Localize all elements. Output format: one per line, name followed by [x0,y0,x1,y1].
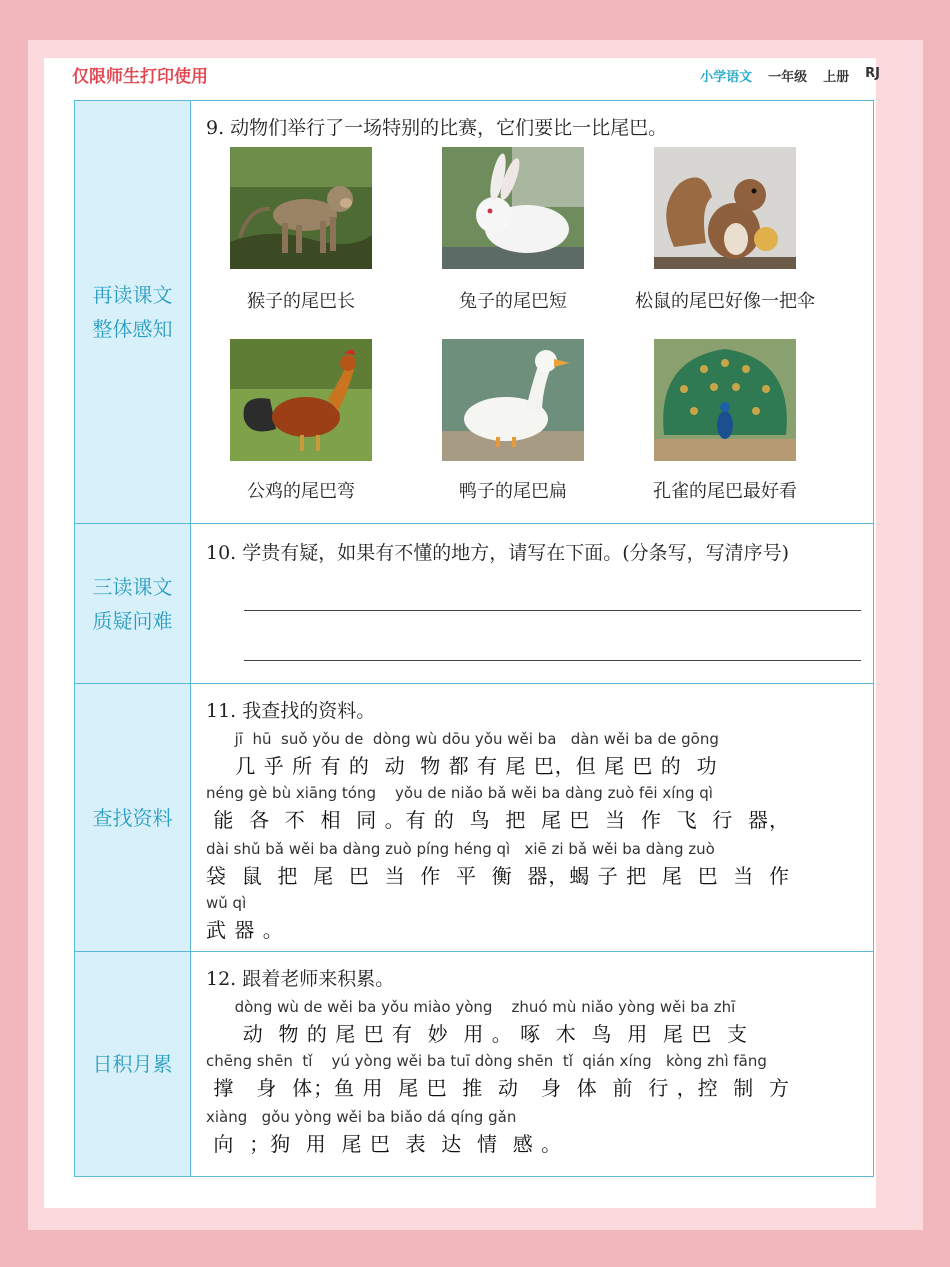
section-content [192,101,873,523]
print-notice: 仅限师生打印使用 [72,67,208,87]
section-label-line: 三读课文 [92,574,173,599]
rooster-photo [230,339,372,461]
rabbit-photo [442,147,584,269]
subject-label: 小学语文 [700,70,753,85]
pinyin-line: chēng shēn tǐ yú yòng wěi ba tuī dòng shēn tǐ qián xíng kòng zhì fāng [206,1052,767,1070]
hanzi-line: 几 乎 所 有 的 动 物 都 有 尾 巴，但 尾 巴 的 功 [206,754,718,778]
hanzi-line: 撑 身 体；鱼 用 尾 巴 推 动 身 体 前 行 ，控 制 方 [206,1076,791,1100]
book-info [700,66,880,85]
answer-line[interactable] [244,610,861,611]
section-label [75,684,191,951]
hanzi-line: 能 各 不 相 同 。有 的 鸟 把 尾 巴 当 作 飞 行 器， [206,808,791,832]
peacock-photo [654,339,796,461]
question-title: 9. 动物们举行了一场特别的比赛，它们要比一比尾巴。 [206,117,668,139]
section-content [192,684,873,951]
pinyin-line: wǔ qì [206,894,247,912]
squirrel-photo [654,147,796,269]
animal-caption: 兔子的尾巴短 [459,291,567,312]
animal-caption: 鸭子的尾巴扁 [459,481,567,502]
animal-caption: 公鸡的尾巴弯 [247,481,355,502]
section-content [192,524,873,683]
pinyin-line: dòng wù de wěi ba yǒu miào yòng zhuó mù niǎo yòng wěi ba zhī [206,998,736,1016]
section-label-line: 质疑问难 [92,608,173,633]
hanzi-line: 袋 鼠 把 尾 巴 当 作 平 衡 器，蝎 子 把 尾 巴 当 作 [206,864,791,888]
section-reread [75,101,873,523]
answer-line[interactable] [244,660,861,661]
hanzi-line: 武 器 。 [206,918,284,942]
pinyin-line: dài shǔ bǎ wěi ba dàng zuò píng héng qì xiē zi bǎ wěi ba dàng zuò [206,840,715,858]
animal-caption: 猴子的尾巴长 [247,291,355,312]
section-label-line: 查找资料 [92,805,173,830]
animal-caption: 松鼠的尾巴好像一把伞 [635,291,815,312]
section-label [75,101,191,523]
animal-caption: 孔雀的尾巴最好看 [653,481,797,502]
section-label-line: 整体感知 [92,317,173,341]
edition-label: RJ [865,66,880,81]
section-content [192,952,873,1176]
pinyin-line: xiàng gǒu yòng wěi ba biǎo dá qíng gǎn [206,1108,517,1126]
duck-photo [442,339,584,461]
section-label [75,524,191,683]
term-label: 上册 [823,70,850,85]
header-bar [72,62,880,90]
pinyin-line: jī hū suǒ yǒu de dòng wù dōu yǒu wěi ba dàn wěi ba de gōng [206,730,719,748]
section-label [75,952,191,1176]
hanzi-line: 向 ；狗 用 尾 巴 表 达 情 感 。 [206,1132,563,1156]
grade-label: 一年级 [768,70,808,85]
hanzi-line: 动 物 的 尾 巴 有 妙 用 。 啄 木 鸟 用 尾 巴 支 [206,1022,749,1046]
section-accumulate [75,951,873,1176]
monkey-photo [230,147,372,269]
section-label-line: 再读课文 [92,283,173,307]
question-title: 10. 学贵有疑，如果有不懂的地方，请写在下面。(分条写，写清序号) [206,542,790,564]
question-title: 11. 我查找的资料。 [206,700,376,722]
question-title: 12. 跟着老师来积累。 [206,968,395,990]
section-question [75,523,873,683]
section-label-line: 日积月累 [92,1052,173,1076]
section-research [75,683,873,951]
pinyin-line: néng gè bù xiāng tóng yǒu de niǎo bǎ wěi ba dàng zuò fēi xíng qì [206,784,713,802]
exercise-table [74,100,874,1177]
